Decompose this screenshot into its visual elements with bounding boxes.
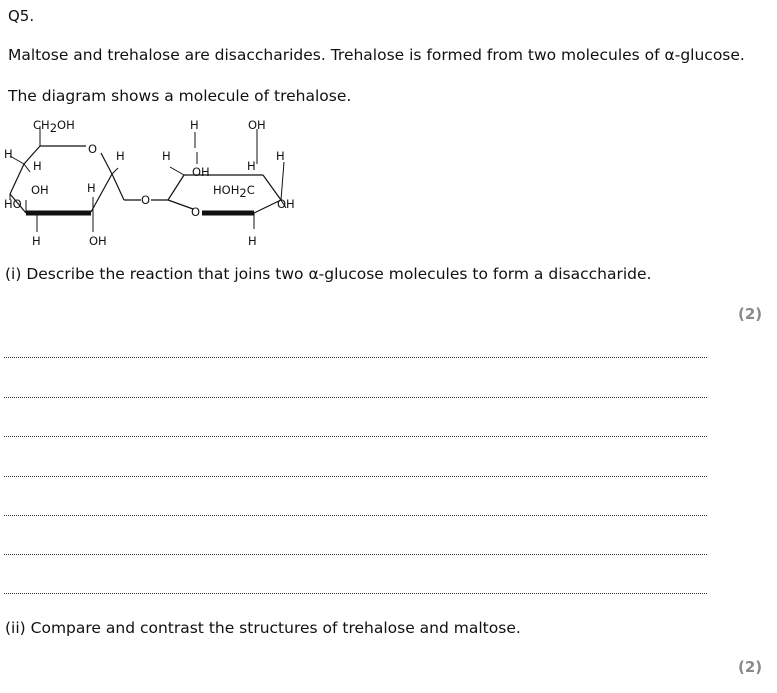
h-label: H — [32, 234, 41, 248]
oh-label: OH — [89, 234, 107, 248]
answer-line[interactable] — [4, 554, 707, 555]
part-i-question: (i) Describe the reaction that joins two α-glucose molecules to form a disaccharide. — [5, 265, 652, 283]
ho-label: HO — [4, 197, 22, 211]
answer-line[interactable] — [4, 593, 707, 594]
answer-line[interactable] — [4, 357, 707, 358]
part-ii-marks: (2) — [738, 658, 763, 676]
left-glucose-ring — [10, 126, 118, 232]
h-label: H — [33, 159, 42, 173]
h-label: H — [276, 149, 285, 163]
h-label: H — [247, 159, 256, 173]
ring-oxygen-right: O — [191, 205, 201, 219]
glycosidic-oxygen: O — [141, 193, 151, 207]
h-label: H — [87, 181, 96, 195]
question-number: Q5. — [8, 7, 35, 25]
answer-line[interactable] — [4, 515, 707, 516]
oh-label: OH — [248, 118, 266, 132]
part-i-marks: (2) — [738, 305, 763, 323]
h-label: H — [162, 149, 171, 163]
answer-line[interactable] — [4, 436, 707, 437]
trehalose-diagram — [0, 112, 320, 252]
h-label: H — [190, 118, 199, 132]
part-ii-question: (ii) Compare and contrast the structures of trehalose and maltose. — [5, 619, 521, 637]
h-label: H — [248, 234, 257, 248]
oh-label: OH — [31, 183, 49, 197]
question-intro: Maltose and trehalose are disaccharides. Trehalose is formed from two molecules of α-glucose. — [8, 46, 745, 64]
answer-line[interactable] — [4, 397, 707, 398]
ring-oxygen-left: O — [88, 142, 98, 156]
h-label: H — [116, 149, 125, 163]
hoh2c-label: HOH2C — [213, 183, 255, 200]
diagram-caption: The diagram shows a molecule of trehalose. — [8, 87, 352, 105]
oh-label: OH — [277, 197, 295, 211]
h-label: H — [4, 147, 13, 161]
right-glucose-ring — [168, 129, 286, 229]
ch2oh-label: CH2OH — [33, 118, 75, 135]
glycosidic-link — [112, 174, 168, 200]
oh-label: OH — [192, 165, 210, 179]
answer-line[interactable] — [4, 476, 707, 477]
